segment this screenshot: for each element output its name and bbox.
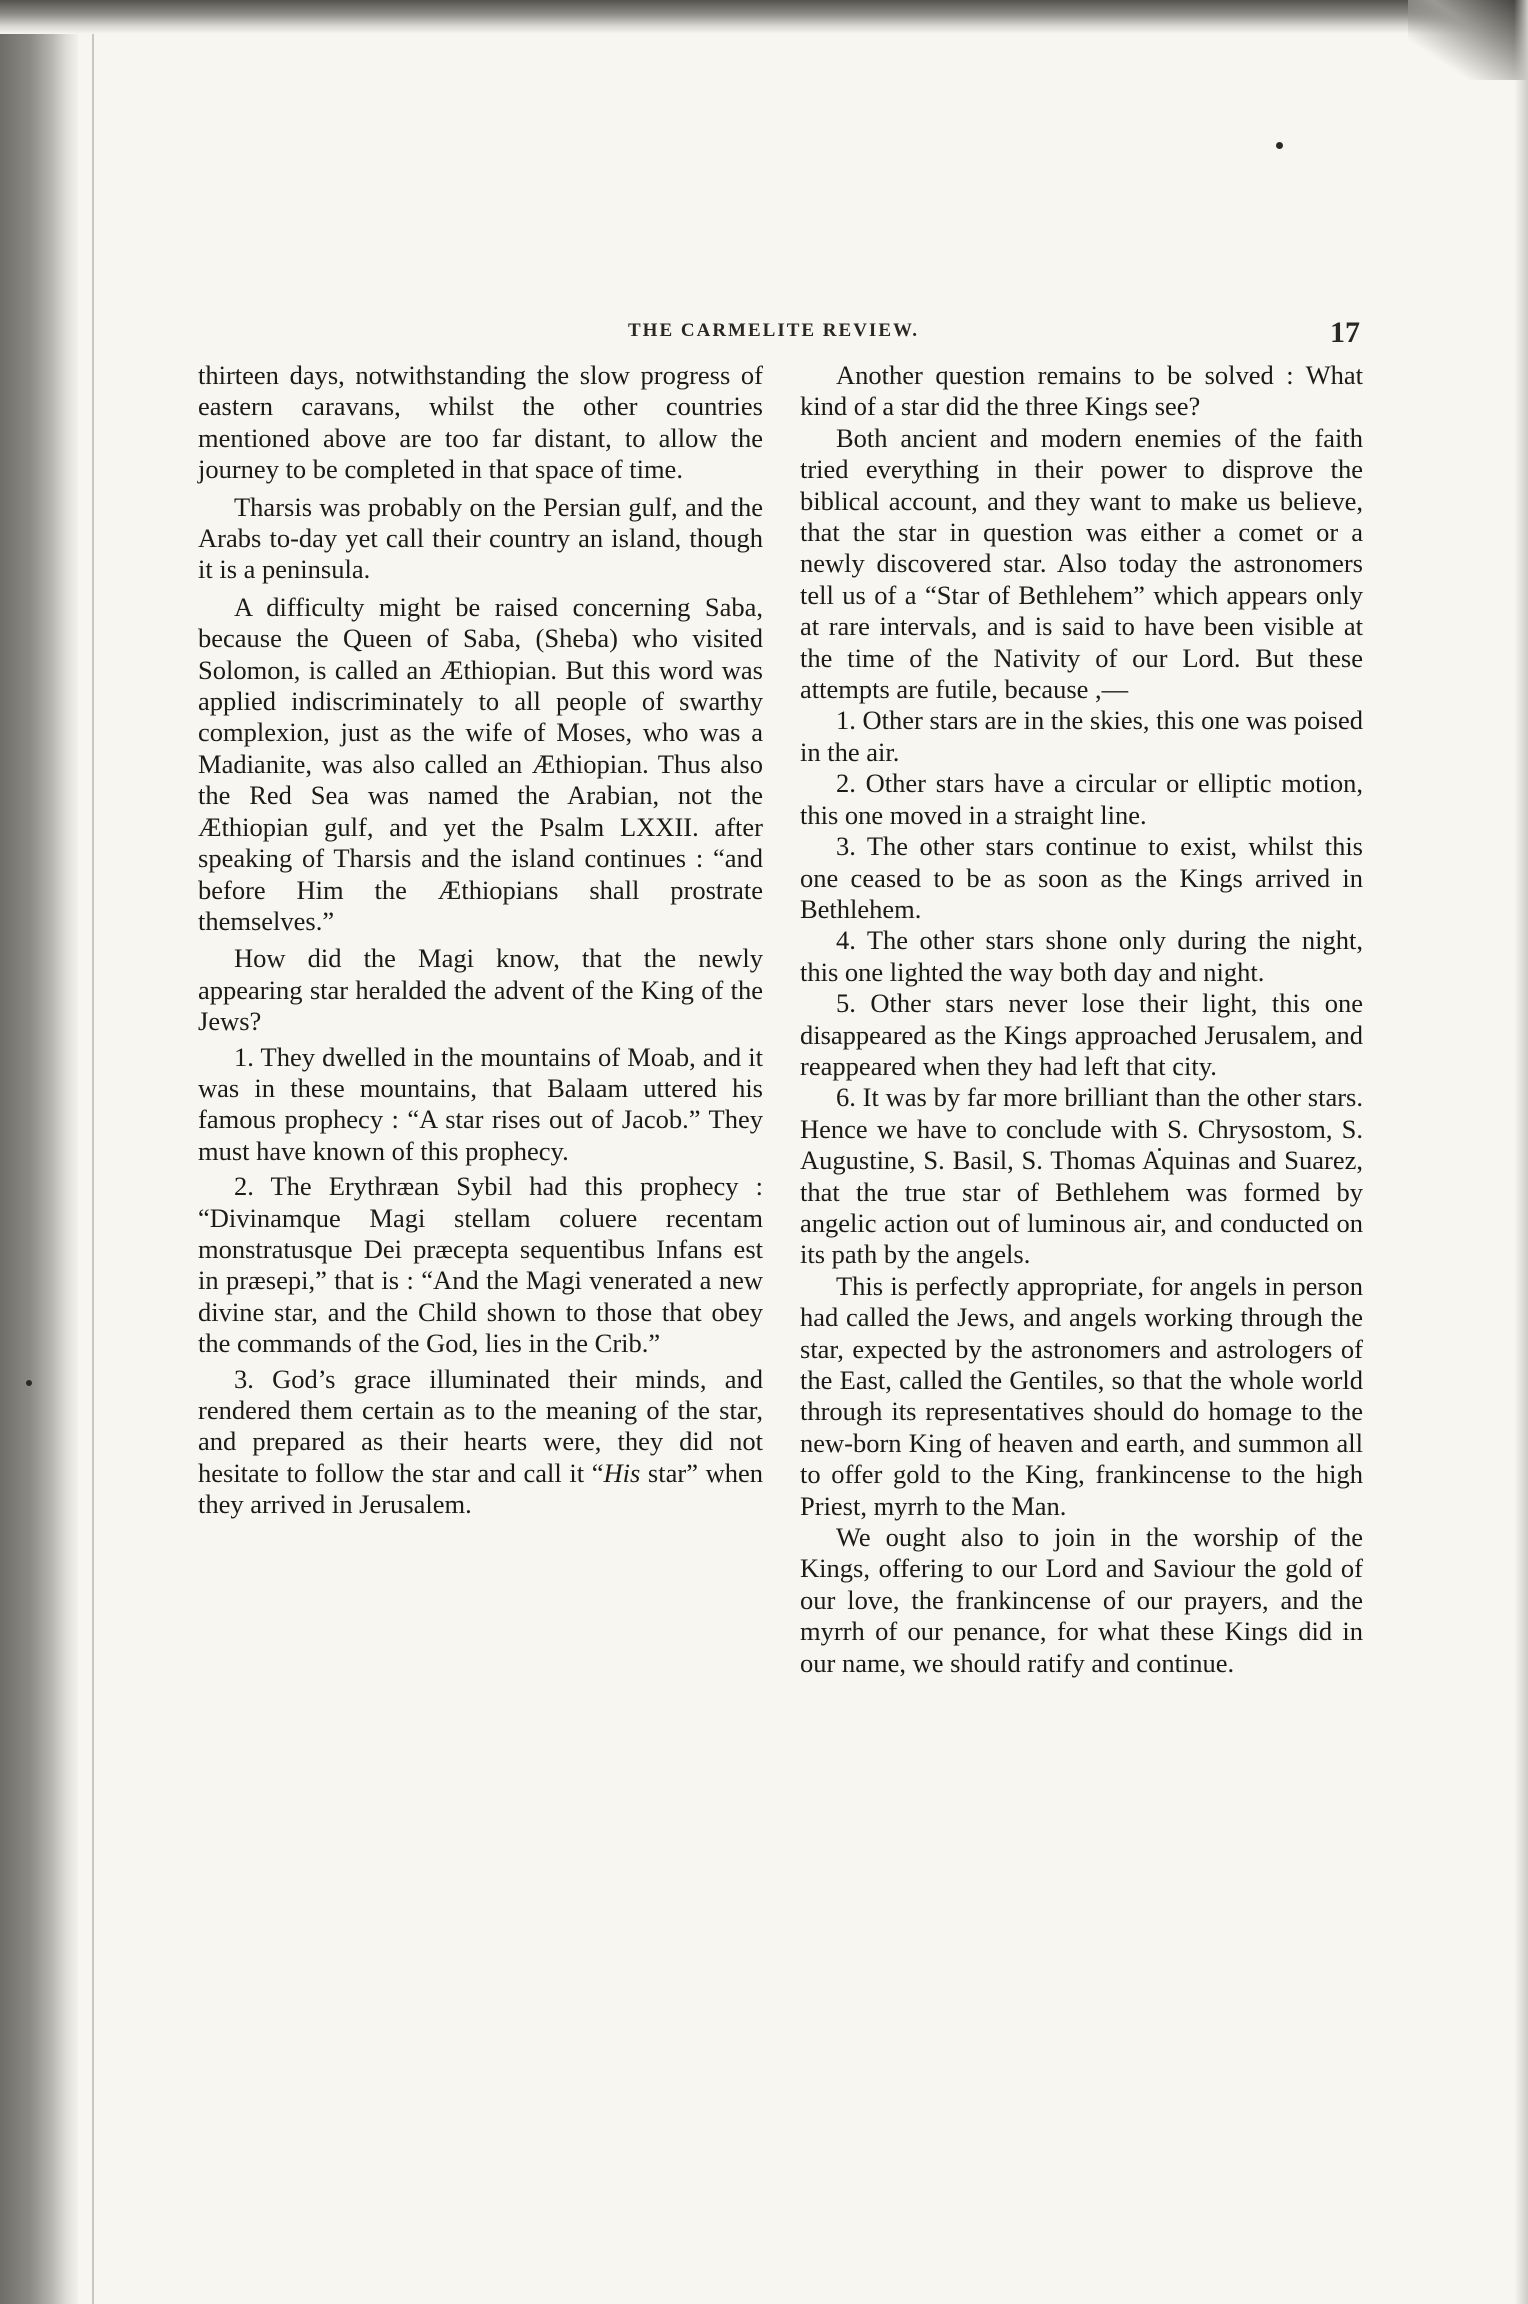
right-edge-shadow <box>1514 0 1528 2304</box>
paragraph: Another question remains to be solved : What kind of a star did the three Kings see? <box>800 360 1363 422</box>
numbered-item: 2. The Erythræan Sybil had this prophecy : “Divinamque Magi stellam coluere recentam monstratusque Dei præcepta sequentibus Infans est in præsepi,” that is : “And the Magi venerated a new divine star, and the Child shown to those that obey the commands of the God, lies in the Crib.” <box>198 1171 763 1359</box>
page-number: 17 <box>1330 316 1360 349</box>
numbered-item <box>198 1364 763 1521</box>
numbered-item: 1. They dwelled in the mountains of Moab, and it was in these mountains, that Balaam uttered his famous prophecy : “A star rises out of Jacob.” They must have known of this prophecy. <box>198 1041 763 1166</box>
paragraph: How did the Magi know, that the newly appearing star heralded the advent of the King of the Jews? <box>198 943 763 1037</box>
numbered-item: 6. It was by far more brilliant than the other stars. Hence we have to conclude with S. Chrysostom, S. Augustine, S. Basil, S. Thomas Aquinas and Suarez, that the true star of Bethlehem was formed by angelic action out of luminous air, and conducted on its path by the angels. <box>800 1082 1363 1270</box>
corner-shadow <box>1408 0 1528 80</box>
running-head: THE CARMELITE REVIEW. <box>628 320 919 341</box>
numbered-item: 4. The other stars shone only during the night, this one lighted the way both day and night. <box>800 925 1363 987</box>
numbered-item: 5. Other stars never lose their light, this one disappeared as the Kings approached Jerusalem, and reappeared when they had left that city. <box>800 988 1363 1081</box>
book-binding-shadow <box>0 0 78 2304</box>
italic-word: His <box>603 1457 641 1488</box>
ink-speck <box>26 1380 32 1386</box>
paragraph: Tharsis was probably on the Persian gulf, and the Arabs to-day yet call their country an island, though it is a peninsula. <box>198 491 763 585</box>
ink-speck <box>1276 142 1283 149</box>
gutter-line <box>92 0 94 2304</box>
paragraph: thirteen days, notwithstanding the slow progress of eastern caravans, whilst the other countries mentioned above are too far distant, to allow the journey to be completed in that space of time. <box>198 360 763 485</box>
numbered-item: 2. Other stars have a circular or elliptic motion, this one moved in a straight line. <box>800 768 1363 830</box>
item-text-end: star” when they arrived in Jerusalem. <box>198 1457 763 1520</box>
numbered-item: 3. The other stars continue to exist, whilst this one ceased to be as soon as the Kings arrived in Bethlehem. <box>800 831 1363 924</box>
top-edge-shadow <box>0 0 1528 34</box>
paragraph: This is perfectly appropriate, for angels in person had called the Jews, and angels working through the star, expected by the astronomers and astrologers of the East, called the Gentiles, so that the whole world through its representatives should do homage to the new-born King of heaven and earth, and summon all to offer gold to the King, frankincense to the high Priest, myrrh to the Man. <box>800 1270 1363 1521</box>
paragraph: Both ancient and modern enemies of the faith tried everything in their power to disprove the biblical account, and they want to make us believe, that the star in question was either a comet or a newly discovered star. Also today the astronomers tell us of a “Star of Bethlehem” which appears only at rare intervals, and is said to have been visible at the time of the Nativity of our Lord. But these attempts are futile, because ,— <box>800 422 1363 705</box>
paragraph: We ought also to join in the worship of the Kings, offering to our Lord and Saviour the gold of our love, the frankincense of our prayers, and the myrrh of our penance, for what these Kings did in our name, we should ratify and continue. <box>800 1522 1363 1678</box>
numbered-item: 1. Other stars are in the skies, this one was poised in the air. <box>800 705 1363 767</box>
paragraph: A difficulty might be raised concerning Saba, because the Queen of Saba, (Sheba) who visited Solomon, is called an Æthiopian. But this word was applied indiscriminately to all people of swarthy complexion, just as the wife of Moses, who was a Madianite, was also called an Æthiopian. Thus also the Red Sea was named the Arabian, not the Æthiopian gulf, and yet the Psalm LXXII. after speaking of Tharsis and the island continues : “and before Him the Æthiopians shall prostrate themselves.” <box>198 591 763 936</box>
left-column <box>198 360 763 1521</box>
item-text: 3. God’s grace illuminated their minds, and rendered them certain as to the meaning of the star, and prepared as their hearts were, they did not hesitate to follow the star and call it “ <box>198 1363 763 1488</box>
right-column <box>800 360 1363 1679</box>
